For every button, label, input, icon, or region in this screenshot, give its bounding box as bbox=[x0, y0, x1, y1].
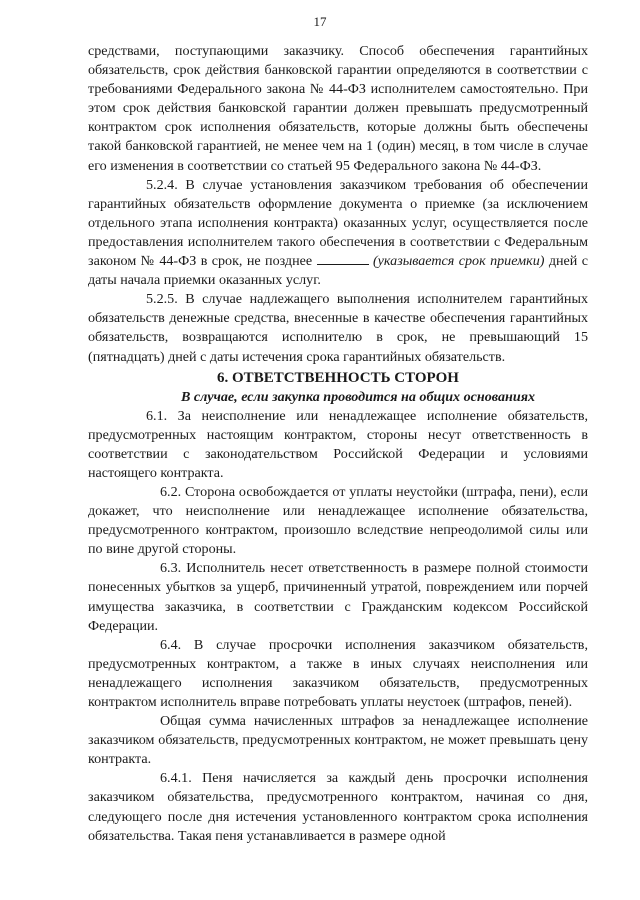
blank-field bbox=[317, 252, 369, 265]
paragraph-5-2-5: 5.2.5. В случае надлежащего выполнения исполнителем гарантийных обязательств денежные средства, внесенные в качестве обеспечения гарантийных обязательств, возвращаются исполнителю в срок, не превышающий 15 (пятнадцать) дней с даты истечения срока гарантийных обязательств. bbox=[88, 291, 588, 365]
document-body bbox=[88, 42, 588, 846]
paragraph-6-1: 6.1. За неисполнение или ненадлежащее исполнение обязательств, предусмотренных настоящим контрактом, стороны несут ответственность в соответствии с законодательством Российской Федерации и условиями настоящего контракта. bbox=[88, 407, 588, 481]
paragraph-continuation: средствами, поступающими заказчику. Способ обеспечения гарантийных обязательств, срок действия банковской гарантии определяются в соответствии с требованиями Федерального закона № 44-ФЗ исполнителем самостоятельно. При этом срок действия банковской гарантии должен превышать предусмотренный контрактом срок исполнения обязательств, которые должны быть обеспечены такой банковской гарантией, не менее чем на 1 (один) месяц, в том числе в случае его изменения в соответствии со статьей 95 Федерального закона № 44-ФЗ. bbox=[88, 43, 588, 174]
paragraph-6-3: 6.3. Исполнитель несет ответственность в размере полной стоимости понесенных убытков за ущерб, причиненный утратой, повреждением или порчей имущества заказчика, в соответствии с Гражданским кодексом Российской Федерации. bbox=[88, 560, 588, 634]
paragraph-5-2-4-start: 5.2.4. В случае установления заказчиком требования об обеспечении гарантийных обязательств оформление документа о приемке (за исключением отдельного этапа исполнения контракта) оказанных услуг, осуществляется после предоставления исполнителем такого обеспечения в соответствии с Федеральным законом № 44-ФЗ в срок, не позднее bbox=[88, 176, 588, 270]
section-subtitle: В случае, если закупка проводится на общих основаниях bbox=[180, 388, 536, 405]
paragraph-6-4-1: 6.4.1. Пеня начисляется за каждый день просрочки исполнения заказчиком обязательства, предусмотренного контрактом, начиная со дня, следующего после дня истечения установленного контрактом срока исполнения обязательства. Такая пеня устанавливается в размере одной bbox=[88, 770, 588, 844]
paragraph-5-2-4 bbox=[88, 176, 588, 291]
page-number: 17 bbox=[313, 14, 327, 29]
section-title: 6. ОТВЕТСТВЕННОСТЬ СТОРОН bbox=[217, 369, 459, 386]
paragraph-5-2-4-end: дней с даты начала приемки оказанных услуг. bbox=[88, 253, 588, 289]
paragraph-6-4: 6.4. В случае просрочки исполнения заказчиком обязательств, предусмотренных контрактом, а также в иных случаях неисполнения или ненадлежащего исполнения заказчиком обязательств, предусмотренных контрактом исполнитель вправе потребовать уплаты неустоек (штрафов, пеней). bbox=[88, 636, 588, 710]
paragraph-6-2: 6.2. Сторона освобождается от уплаты неустойки (штрафа, пени), если докажет, что неисполнение или ненадлежащее исполнение обязательства, предусмотренного контрактом, произошло вследствие непреодолимой силы или по вине другой стороны. bbox=[88, 483, 588, 558]
paragraph-6-4-total: Общая сумма начисленных штрафов за ненадлежащее исполнение заказчиком обязательств, предусмотренных контрактом, не может превышать цену контракта. bbox=[88, 713, 588, 768]
paragraph-5-2-4-note: (указывается срок приемки) bbox=[372, 253, 545, 270]
